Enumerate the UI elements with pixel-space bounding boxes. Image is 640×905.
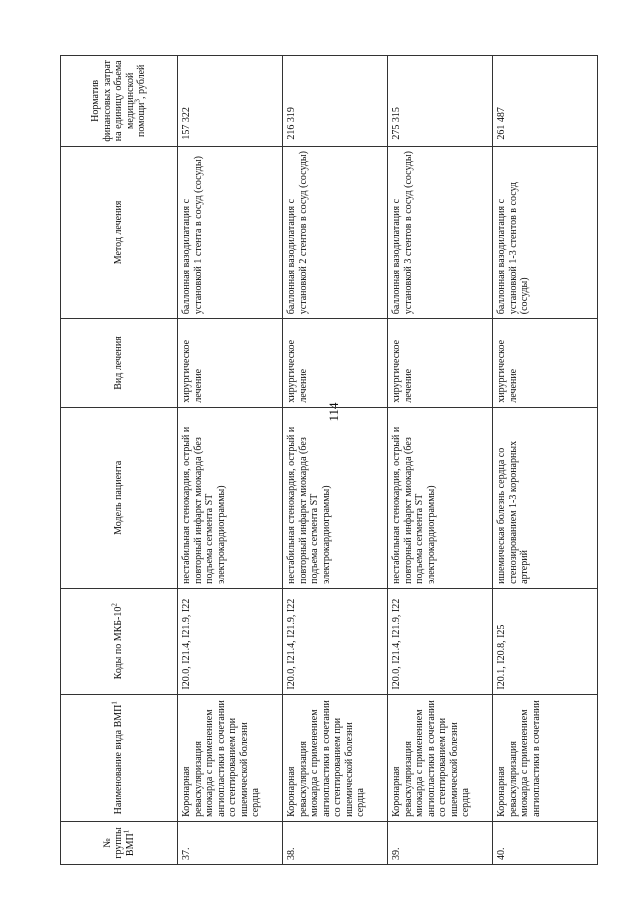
row-cost: 261 487 [493, 56, 598, 147]
rotated-table-container [60, 55, 580, 865]
row-treatment-type: хирургическое лечение [388, 319, 493, 407]
row-treatment-method: баллонная вазодилатация с установкой 2 стентов в сосуд (сосуды) [283, 146, 388, 319]
row-vmp-name: Коронарная реваскуляризация миокарда с применением ангиопластики в сочетании со стентированием при ишемической болезни сердца [283, 694, 388, 821]
table-header-row [61, 56, 178, 865]
row-number: 39. [388, 821, 493, 864]
header-group-number: № группы ВМП$^1$ [61, 821, 178, 864]
row-vmp-name: Коронарная реваскуляризация миокарда с применением ангиопластики в сочетании [493, 694, 598, 821]
row-vmp-name: Коронарная реваскуляризация миокарда с применением ангиопластики в сочетании со стентированием при ишемической болезни сердца [388, 694, 493, 821]
row-treatment-method: баллонная вазодилатация с установкой 1-3 стентов в сосуд (сосуды) [493, 146, 598, 319]
table-row [283, 56, 388, 865]
row-icd-codes: I20.0, I21.4, I21.9, I22 [178, 588, 283, 694]
row-patient-model: ишемическая болезнь сердца со стенозированием 1-3 коронарных артерий [493, 407, 598, 588]
row-patient-model: нестабильная стенокардия, острый и повторный инфаркт миокарда (без подъема сегмента ST электрокардиограммы) [178, 407, 283, 588]
row-treatment-method: баллонная вазодилатация с установкой 3 стентов в сосуд (сосуды) [388, 146, 493, 319]
header-cost-norm: Норматив финансовых затрат на единицу объема медицинской помощи$^3$, рублей [61, 56, 178, 147]
table-row [178, 56, 283, 865]
row-treatment-type: хирургическое лечение [283, 319, 388, 407]
row-number: 38. [283, 821, 388, 864]
table-row [493, 56, 598, 865]
header-vmp-name: Наименование вида ВМП$^1$ [61, 694, 178, 821]
row-icd-codes: I20.1, I20.8, I25 [493, 588, 598, 694]
row-number: 37. [178, 821, 283, 864]
row-number: 40. [493, 821, 598, 864]
row-icd-codes: I20.0, I21.4, I21.9, I22 [388, 588, 493, 694]
header-treatment-method: Метод лечения [61, 146, 178, 319]
row-treatment-type: хирургическое лечение [178, 319, 283, 407]
header-patient-model: Модель пациента [61, 407, 178, 588]
header-treatment-type: Вид лечения [61, 319, 178, 407]
row-treatment-method: баллонная вазодилатация с установкой 1 стента в сосуд (сосуды) [178, 146, 283, 319]
row-cost: 275 315 [388, 56, 493, 147]
row-vmp-name: Коронарная реваскуляризация миокарда с применением ангиопластики в сочетании со стентированием при ишемической болезни сердца [178, 694, 283, 821]
page-number: 114 [326, 402, 341, 422]
header-icd-codes: Коды по МКБ-$10^2$ [61, 588, 178, 694]
table-row [388, 56, 493, 865]
row-cost: 157 322 [178, 56, 283, 147]
row-icd-codes: I20.0, I21.4, I21.9, I22 [283, 588, 388, 694]
row-patient-model: нестабильная стенокардия, острый и повторный инфаркт миокарда (без подъема сегмента ST электрокардиограммы) [388, 407, 493, 588]
row-patient-model: нестабильная стенокардия, острый и повторный инфаркт миокарда (без подъема сегмента ST электрокардиограммы) [283, 407, 388, 588]
row-cost: 216 319 [283, 56, 388, 147]
row-treatment-type: хирургическое лечение [493, 319, 598, 407]
vmp-table [60, 55, 598, 865]
